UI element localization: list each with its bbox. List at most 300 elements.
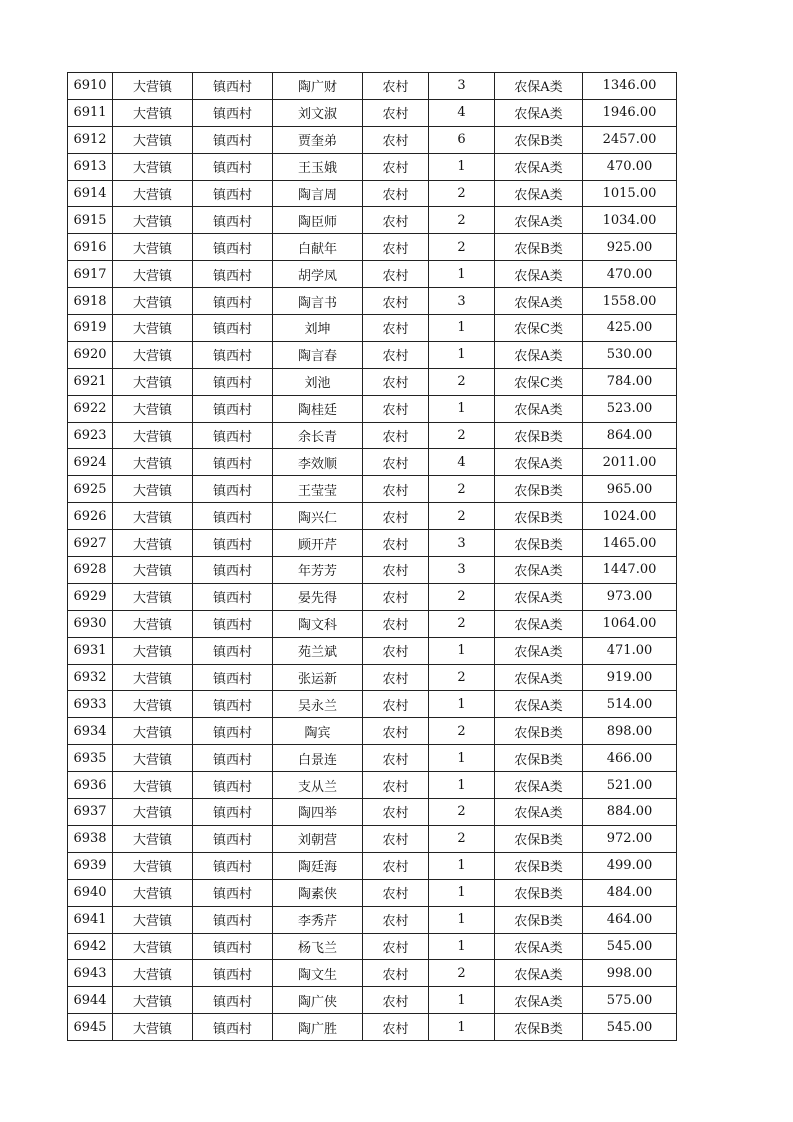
area-type-cell: 农村 [363, 879, 429, 906]
town-cell: 大营镇 [113, 288, 193, 315]
category-cell: 农保B类 [495, 852, 583, 879]
village-cell: 镇西村 [193, 583, 273, 610]
area-type-cell: 农村 [363, 261, 429, 288]
serial-number-cell: 6925 [68, 476, 113, 503]
name-cell: 陶言春 [273, 341, 363, 368]
amount-cell: 471.00 [583, 637, 677, 664]
town-cell: 大营镇 [113, 825, 193, 852]
village-cell: 镇西村 [193, 825, 273, 852]
household-size-cell: 2 [429, 960, 495, 987]
name-cell: 白景连 [273, 745, 363, 772]
town-cell: 大营镇 [113, 99, 193, 126]
village-cell: 镇西村 [193, 745, 273, 772]
table-row [68, 395, 677, 422]
serial-number-cell: 6928 [68, 557, 113, 584]
serial-number-cell: 6945 [68, 1014, 113, 1041]
town-cell: 大营镇 [113, 234, 193, 261]
serial-number-cell: 6921 [68, 368, 113, 395]
area-type-cell: 农村 [363, 503, 429, 530]
serial-number-cell: 6933 [68, 691, 113, 718]
village-cell: 镇西村 [193, 610, 273, 637]
amount-cell: 1558.00 [583, 288, 677, 315]
village-cell: 镇西村 [193, 422, 273, 449]
serial-number-cell: 6918 [68, 288, 113, 315]
area-type-cell: 农村 [363, 825, 429, 852]
village-cell: 镇西村 [193, 879, 273, 906]
name-cell: 王莹莹 [273, 476, 363, 503]
amount-cell: 470.00 [583, 261, 677, 288]
household-size-cell: 1 [429, 987, 495, 1014]
village-cell: 镇西村 [193, 987, 273, 1014]
household-size-cell: 2 [429, 476, 495, 503]
village-cell: 镇西村 [193, 180, 273, 207]
name-cell: 余长青 [273, 422, 363, 449]
category-cell: 农保B类 [495, 879, 583, 906]
amount-cell: 1024.00 [583, 503, 677, 530]
category-cell: 农保B类 [495, 422, 583, 449]
name-cell: 陶臣师 [273, 207, 363, 234]
area-type-cell: 农村 [363, 1014, 429, 1041]
name-cell: 陶廷海 [273, 852, 363, 879]
category-cell: 农保A类 [495, 449, 583, 476]
area-type-cell: 农村 [363, 73, 429, 100]
name-cell: 刘文淑 [273, 99, 363, 126]
amount-cell: 2011.00 [583, 449, 677, 476]
category-cell: 农保A类 [495, 691, 583, 718]
household-size-cell: 1 [429, 691, 495, 718]
table-row [68, 153, 677, 180]
name-cell: 贾奎弟 [273, 126, 363, 153]
serial-number-cell: 6927 [68, 530, 113, 557]
category-cell: 农保A类 [495, 557, 583, 584]
household-size-cell: 1 [429, 933, 495, 960]
household-size-cell: 2 [429, 422, 495, 449]
category-cell: 农保A类 [495, 99, 583, 126]
amount-cell: 545.00 [583, 1014, 677, 1041]
household-size-cell: 3 [429, 557, 495, 584]
name-cell: 陶四举 [273, 799, 363, 826]
town-cell: 大营镇 [113, 73, 193, 100]
table-row [68, 906, 677, 933]
town-cell: 大营镇 [113, 449, 193, 476]
table-row [68, 422, 677, 449]
village-cell: 镇西村 [193, 1014, 273, 1041]
category-cell: 农保B类 [495, 503, 583, 530]
town-cell: 大营镇 [113, 933, 193, 960]
name-cell: 陶言书 [273, 288, 363, 315]
serial-number-cell: 6919 [68, 315, 113, 342]
village-cell: 镇西村 [193, 341, 273, 368]
table-row [68, 987, 677, 1014]
serial-number-cell: 6922 [68, 395, 113, 422]
category-cell: 农保B类 [495, 1014, 583, 1041]
town-cell: 大营镇 [113, 745, 193, 772]
serial-number-cell: 6932 [68, 664, 113, 691]
category-cell: 农保A类 [495, 207, 583, 234]
area-type-cell: 农村 [363, 933, 429, 960]
town-cell: 大营镇 [113, 610, 193, 637]
town-cell: 大营镇 [113, 261, 193, 288]
village-cell: 镇西村 [193, 99, 273, 126]
name-cell: 陶桂廷 [273, 395, 363, 422]
area-type-cell: 农村 [363, 987, 429, 1014]
category-cell: 农保B类 [495, 745, 583, 772]
town-cell: 大营镇 [113, 1014, 193, 1041]
town-cell: 大营镇 [113, 987, 193, 1014]
area-type-cell: 农村 [363, 852, 429, 879]
area-type-cell: 农村 [363, 315, 429, 342]
category-cell: 农保A类 [495, 153, 583, 180]
amount-cell: 884.00 [583, 799, 677, 826]
serial-number-cell: 6942 [68, 933, 113, 960]
household-size-cell: 1 [429, 1014, 495, 1041]
town-cell: 大营镇 [113, 422, 193, 449]
serial-number-cell: 6941 [68, 906, 113, 933]
town-cell: 大营镇 [113, 583, 193, 610]
category-cell: 农保B类 [495, 825, 583, 852]
household-size-cell: 2 [429, 207, 495, 234]
amount-cell: 864.00 [583, 422, 677, 449]
area-type-cell: 农村 [363, 368, 429, 395]
area-type-cell: 农村 [363, 718, 429, 745]
area-type-cell: 农村 [363, 799, 429, 826]
town-cell: 大营镇 [113, 530, 193, 557]
household-size-cell: 4 [429, 99, 495, 126]
household-size-cell: 2 [429, 610, 495, 637]
table-row [68, 583, 677, 610]
area-type-cell: 农村 [363, 395, 429, 422]
household-size-cell: 2 [429, 583, 495, 610]
town-cell: 大营镇 [113, 341, 193, 368]
table-row [68, 1014, 677, 1041]
table-row [68, 73, 677, 100]
village-cell: 镇西村 [193, 960, 273, 987]
category-cell: 农保A类 [495, 341, 583, 368]
amount-cell: 425.00 [583, 315, 677, 342]
table-row [68, 341, 677, 368]
household-size-cell: 1 [429, 395, 495, 422]
town-cell: 大营镇 [113, 557, 193, 584]
amount-cell: 1346.00 [583, 73, 677, 100]
household-size-cell: 2 [429, 799, 495, 826]
serial-number-cell: 6913 [68, 153, 113, 180]
town-cell: 大营镇 [113, 476, 193, 503]
village-cell: 镇西村 [193, 207, 273, 234]
table-row [68, 180, 677, 207]
name-cell: 陶广侠 [273, 987, 363, 1014]
household-size-cell: 2 [429, 180, 495, 207]
area-type-cell: 农村 [363, 341, 429, 368]
amount-cell: 521.00 [583, 772, 677, 799]
household-size-cell: 1 [429, 637, 495, 664]
table-row [68, 799, 677, 826]
amount-cell: 972.00 [583, 825, 677, 852]
table-row [68, 207, 677, 234]
village-cell: 镇西村 [193, 718, 273, 745]
household-size-cell: 4 [429, 449, 495, 476]
town-cell: 大营镇 [113, 637, 193, 664]
area-type-cell: 农村 [363, 180, 429, 207]
category-cell: 农保C类 [495, 368, 583, 395]
serial-number-cell: 6931 [68, 637, 113, 664]
table-row [68, 772, 677, 799]
town-cell: 大营镇 [113, 879, 193, 906]
town-cell: 大营镇 [113, 718, 193, 745]
serial-number-cell: 6939 [68, 852, 113, 879]
household-size-cell: 3 [429, 288, 495, 315]
amount-cell: 973.00 [583, 583, 677, 610]
serial-number-cell: 6944 [68, 987, 113, 1014]
name-cell: 支从兰 [273, 772, 363, 799]
category-cell: 农保A类 [495, 288, 583, 315]
village-cell: 镇西村 [193, 153, 273, 180]
household-size-cell: 1 [429, 852, 495, 879]
serial-number-cell: 6914 [68, 180, 113, 207]
household-size-cell: 3 [429, 73, 495, 100]
area-type-cell: 农村 [363, 557, 429, 584]
village-cell: 镇西村 [193, 799, 273, 826]
category-cell: 农保B类 [495, 718, 583, 745]
name-cell: 吴永兰 [273, 691, 363, 718]
serial-number-cell: 6916 [68, 234, 113, 261]
village-cell: 镇西村 [193, 664, 273, 691]
household-size-cell: 1 [429, 341, 495, 368]
area-type-cell: 农村 [363, 207, 429, 234]
amount-cell: 919.00 [583, 664, 677, 691]
household-size-cell: 3 [429, 530, 495, 557]
serial-number-cell: 6943 [68, 960, 113, 987]
serial-number-cell: 6910 [68, 73, 113, 100]
name-cell: 年芳芳 [273, 557, 363, 584]
table-row [68, 664, 677, 691]
area-type-cell: 农村 [363, 745, 429, 772]
category-cell: 农保A类 [495, 395, 583, 422]
area-type-cell: 农村 [363, 234, 429, 261]
town-cell: 大营镇 [113, 180, 193, 207]
table-row [68, 691, 677, 718]
table-row [68, 288, 677, 315]
category-cell: 农保B类 [495, 126, 583, 153]
village-cell: 镇西村 [193, 557, 273, 584]
town-cell: 大营镇 [113, 772, 193, 799]
amount-cell: 1064.00 [583, 610, 677, 637]
table-row [68, 234, 677, 261]
name-cell: 顾开芹 [273, 530, 363, 557]
table-row [68, 825, 677, 852]
category-cell: 农保A类 [495, 261, 583, 288]
area-type-cell: 农村 [363, 772, 429, 799]
village-cell: 镇西村 [193, 852, 273, 879]
name-cell: 陶广财 [273, 73, 363, 100]
table-row [68, 449, 677, 476]
records-table [67, 72, 677, 1041]
name-cell: 刘坤 [273, 315, 363, 342]
amount-cell: 1465.00 [583, 530, 677, 557]
area-type-cell: 农村 [363, 153, 429, 180]
amount-cell: 2457.00 [583, 126, 677, 153]
serial-number-cell: 6929 [68, 583, 113, 610]
amount-cell: 965.00 [583, 476, 677, 503]
area-type-cell: 农村 [363, 691, 429, 718]
amount-cell: 523.00 [583, 395, 677, 422]
village-cell: 镇西村 [193, 234, 273, 261]
serial-number-cell: 6935 [68, 745, 113, 772]
name-cell: 陶宾 [273, 718, 363, 745]
amount-cell: 784.00 [583, 368, 677, 395]
amount-cell: 1015.00 [583, 180, 677, 207]
household-size-cell: 1 [429, 745, 495, 772]
name-cell: 陶文生 [273, 960, 363, 987]
household-size-cell: 1 [429, 315, 495, 342]
area-type-cell: 农村 [363, 960, 429, 987]
amount-cell: 464.00 [583, 906, 677, 933]
category-cell: 农保B类 [495, 476, 583, 503]
serial-number-cell: 6930 [68, 610, 113, 637]
name-cell: 陶兴仁 [273, 503, 363, 530]
village-cell: 镇西村 [193, 772, 273, 799]
area-type-cell: 农村 [363, 583, 429, 610]
serial-number-cell: 6926 [68, 503, 113, 530]
area-type-cell: 农村 [363, 637, 429, 664]
town-cell: 大营镇 [113, 207, 193, 234]
serial-number-cell: 6940 [68, 879, 113, 906]
category-cell: 农保A类 [495, 610, 583, 637]
serial-number-cell: 6937 [68, 799, 113, 826]
records-table-body [68, 73, 677, 1041]
village-cell: 镇西村 [193, 691, 273, 718]
serial-number-cell: 6920 [68, 341, 113, 368]
amount-cell: 1034.00 [583, 207, 677, 234]
amount-cell: 1946.00 [583, 99, 677, 126]
town-cell: 大营镇 [113, 368, 193, 395]
household-size-cell: 1 [429, 879, 495, 906]
village-cell: 镇西村 [193, 476, 273, 503]
town-cell: 大营镇 [113, 153, 193, 180]
category-cell: 农保A类 [495, 73, 583, 100]
village-cell: 镇西村 [193, 261, 273, 288]
name-cell: 李秀芹 [273, 906, 363, 933]
household-size-cell: 2 [429, 368, 495, 395]
household-size-cell: 2 [429, 664, 495, 691]
table-row [68, 315, 677, 342]
area-type-cell: 农村 [363, 126, 429, 153]
village-cell: 镇西村 [193, 530, 273, 557]
household-size-cell: 2 [429, 503, 495, 530]
village-cell: 镇西村 [193, 637, 273, 664]
town-cell: 大营镇 [113, 503, 193, 530]
area-type-cell: 农村 [363, 422, 429, 449]
area-type-cell: 农村 [363, 664, 429, 691]
household-size-cell: 2 [429, 234, 495, 261]
village-cell: 镇西村 [193, 73, 273, 100]
name-cell: 刘朝营 [273, 825, 363, 852]
category-cell: 农保B类 [495, 234, 583, 261]
name-cell: 白献年 [273, 234, 363, 261]
amount-cell: 470.00 [583, 153, 677, 180]
table-row [68, 99, 677, 126]
village-cell: 镇西村 [193, 449, 273, 476]
table-row [68, 126, 677, 153]
category-cell: 农保C类 [495, 315, 583, 342]
table-row [68, 368, 677, 395]
household-size-cell: 1 [429, 261, 495, 288]
table-row [68, 557, 677, 584]
table-row [68, 476, 677, 503]
amount-cell: 898.00 [583, 718, 677, 745]
amount-cell: 499.00 [583, 852, 677, 879]
table-row [68, 933, 677, 960]
village-cell: 镇西村 [193, 126, 273, 153]
category-cell: 农保A类 [495, 583, 583, 610]
village-cell: 镇西村 [193, 906, 273, 933]
table-row [68, 960, 677, 987]
name-cell: 李效顺 [273, 449, 363, 476]
town-cell: 大营镇 [113, 906, 193, 933]
name-cell: 陶广胜 [273, 1014, 363, 1041]
area-type-cell: 农村 [363, 530, 429, 557]
category-cell: 农保B类 [495, 906, 583, 933]
town-cell: 大营镇 [113, 315, 193, 342]
household-size-cell: 2 [429, 718, 495, 745]
amount-cell: 545.00 [583, 933, 677, 960]
area-type-cell: 农村 [363, 906, 429, 933]
amount-cell: 466.00 [583, 745, 677, 772]
category-cell: 农保B类 [495, 530, 583, 557]
name-cell: 刘池 [273, 368, 363, 395]
amount-cell: 925.00 [583, 234, 677, 261]
village-cell: 镇西村 [193, 395, 273, 422]
category-cell: 农保A类 [495, 987, 583, 1014]
serial-number-cell: 6923 [68, 422, 113, 449]
name-cell: 陶文科 [273, 610, 363, 637]
table-row [68, 637, 677, 664]
amount-cell: 530.00 [583, 341, 677, 368]
name-cell: 陶言周 [273, 180, 363, 207]
household-size-cell: 1 [429, 906, 495, 933]
name-cell: 胡学凤 [273, 261, 363, 288]
household-size-cell: 6 [429, 126, 495, 153]
category-cell: 农保A类 [495, 772, 583, 799]
serial-number-cell: 6917 [68, 261, 113, 288]
name-cell: 王玉娥 [273, 153, 363, 180]
village-cell: 镇西村 [193, 315, 273, 342]
name-cell: 晏先得 [273, 583, 363, 610]
table-row [68, 610, 677, 637]
category-cell: 农保A类 [495, 960, 583, 987]
area-type-cell: 农村 [363, 610, 429, 637]
household-size-cell: 1 [429, 772, 495, 799]
amount-cell: 1447.00 [583, 557, 677, 584]
area-type-cell: 农村 [363, 288, 429, 315]
name-cell: 苑兰斌 [273, 637, 363, 664]
serial-number-cell: 6924 [68, 449, 113, 476]
table-row [68, 261, 677, 288]
serial-number-cell: 6912 [68, 126, 113, 153]
serial-number-cell: 6936 [68, 772, 113, 799]
name-cell: 张运新 [273, 664, 363, 691]
category-cell: 农保A类 [495, 933, 583, 960]
household-size-cell: 1 [429, 153, 495, 180]
amount-cell: 575.00 [583, 987, 677, 1014]
table-row [68, 530, 677, 557]
category-cell: 农保A类 [495, 180, 583, 207]
area-type-cell: 农村 [363, 99, 429, 126]
amount-cell: 514.00 [583, 691, 677, 718]
town-cell: 大营镇 [113, 852, 193, 879]
town-cell: 大营镇 [113, 960, 193, 987]
village-cell: 镇西村 [193, 503, 273, 530]
area-type-cell: 农村 [363, 449, 429, 476]
